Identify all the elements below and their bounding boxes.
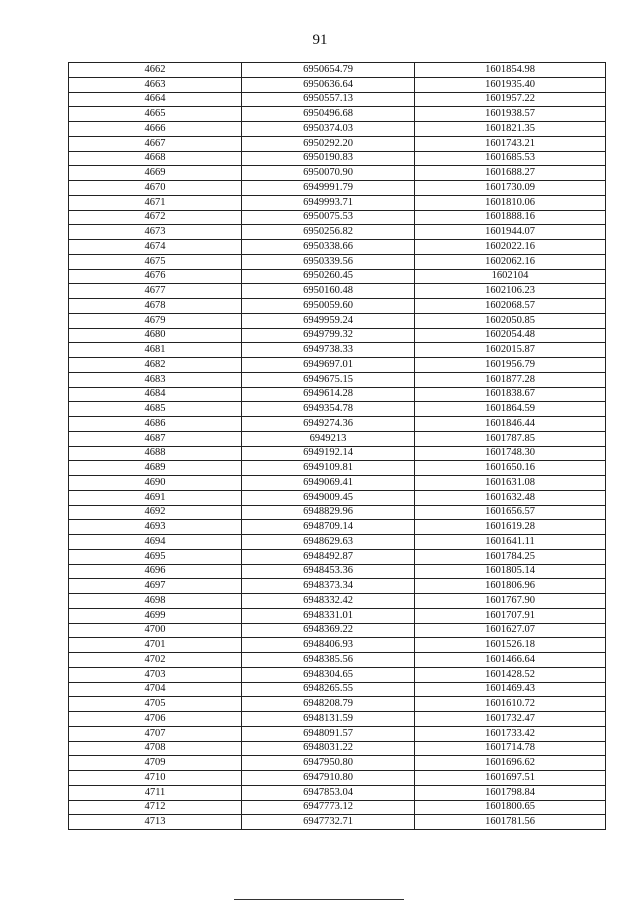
point-number-cell: 4662	[69, 63, 242, 78]
point-number-cell: 4683	[69, 372, 242, 387]
table-row	[69, 520, 606, 535]
point-number-cell: 4697	[69, 579, 242, 594]
table-row	[69, 77, 606, 92]
table-row	[69, 697, 606, 712]
point-number-cell: 4693	[69, 520, 242, 535]
x-coordinate-cell: 6949274.36	[242, 417, 415, 432]
x-coordinate-cell: 6949109.81	[242, 461, 415, 476]
point-number-cell: 4663	[69, 77, 242, 92]
coordinates-table	[68, 62, 606, 830]
table-row	[69, 741, 606, 756]
table-row	[69, 343, 606, 358]
x-coordinate-cell: 6948091.57	[242, 726, 415, 741]
table-row	[69, 490, 606, 505]
table-row	[69, 107, 606, 122]
table-row	[69, 387, 606, 402]
point-number-cell: 4687	[69, 431, 242, 446]
table-row	[69, 313, 606, 328]
table-row	[69, 535, 606, 550]
point-number-cell: 4705	[69, 697, 242, 712]
y-coordinate-cell: 1601428.52	[415, 667, 606, 682]
page-number: 91	[312, 32, 328, 48]
y-coordinate-cell: 1601610.72	[415, 697, 606, 712]
table-row	[69, 151, 606, 166]
x-coordinate-cell: 6950059.60	[242, 299, 415, 314]
y-coordinate-cell: 1602104	[415, 269, 606, 284]
x-coordinate-cell: 6950190.83	[242, 151, 415, 166]
table-row	[69, 623, 606, 638]
y-coordinate-cell: 1601730.09	[415, 181, 606, 196]
y-coordinate-cell: 1601685.53	[415, 151, 606, 166]
point-number-cell: 4688	[69, 446, 242, 461]
y-coordinate-cell: 1601767.90	[415, 594, 606, 609]
y-coordinate-cell: 1601781.56	[415, 815, 606, 830]
point-number-cell: 4699	[69, 608, 242, 623]
table-row	[69, 579, 606, 594]
x-coordinate-cell: 6950496.68	[242, 107, 415, 122]
point-number-cell: 4712	[69, 800, 242, 815]
y-coordinate-cell: 1601956.79	[415, 358, 606, 373]
y-coordinate-cell: 1602068.57	[415, 299, 606, 314]
table-row	[69, 608, 606, 623]
point-number-cell: 4670	[69, 181, 242, 196]
table-row	[69, 446, 606, 461]
table-row	[69, 372, 606, 387]
x-coordinate-cell: 6949959.24	[242, 313, 415, 328]
point-number-cell: 4694	[69, 535, 242, 550]
x-coordinate-cell: 6950654.79	[242, 63, 415, 78]
x-coordinate-cell: 6948265.55	[242, 682, 415, 697]
x-coordinate-cell: 6949614.28	[242, 387, 415, 402]
x-coordinate-cell: 6949675.15	[242, 372, 415, 387]
table-row	[69, 431, 606, 446]
y-coordinate-cell: 1601806.96	[415, 579, 606, 594]
point-number-cell: 4673	[69, 225, 242, 240]
point-number-cell: 4710	[69, 771, 242, 786]
table-row	[69, 299, 606, 314]
y-coordinate-cell: 1601944.07	[415, 225, 606, 240]
x-coordinate-cell: 6948373.34	[242, 579, 415, 594]
table-row	[69, 92, 606, 107]
y-coordinate-cell: 1601798.84	[415, 785, 606, 800]
x-coordinate-cell: 6950339.56	[242, 254, 415, 269]
point-number-cell: 4706	[69, 712, 242, 727]
table-row	[69, 756, 606, 771]
y-coordinate-cell: 1601526.18	[415, 638, 606, 653]
point-number-cell: 4700	[69, 623, 242, 638]
table-row	[69, 269, 606, 284]
table-row	[69, 461, 606, 476]
y-coordinate-cell: 1601805.14	[415, 564, 606, 579]
x-coordinate-cell: 6948131.59	[242, 712, 415, 727]
point-number-cell: 4689	[69, 461, 242, 476]
y-coordinate-cell: 1601631.08	[415, 476, 606, 491]
table-row	[69, 63, 606, 78]
x-coordinate-cell: 6950292.20	[242, 136, 415, 151]
point-number-cell: 4708	[69, 741, 242, 756]
table-row	[69, 181, 606, 196]
y-coordinate-cell: 1601784.25	[415, 549, 606, 564]
point-number-cell: 4709	[69, 756, 242, 771]
point-number-cell: 4686	[69, 417, 242, 432]
x-coordinate-cell: 6950374.03	[242, 122, 415, 137]
x-coordinate-cell: 6950557.13	[242, 92, 415, 107]
x-coordinate-cell: 6948385.56	[242, 653, 415, 668]
x-coordinate-cell: 6950160.48	[242, 284, 415, 299]
coordinates-table-body	[69, 63, 606, 830]
y-coordinate-cell: 1601864.59	[415, 402, 606, 417]
y-coordinate-cell: 1602054.48	[415, 328, 606, 343]
point-number-cell: 4682	[69, 358, 242, 373]
table-row	[69, 564, 606, 579]
y-coordinate-cell: 1601888.16	[415, 210, 606, 225]
y-coordinate-cell: 1601714.78	[415, 741, 606, 756]
y-coordinate-cell: 1601469.43	[415, 682, 606, 697]
y-coordinate-cell: 1601877.28	[415, 372, 606, 387]
x-coordinate-cell: 6950070.90	[242, 166, 415, 181]
y-coordinate-cell: 1601787.85	[415, 431, 606, 446]
x-coordinate-cell: 6948369.22	[242, 623, 415, 638]
point-number-cell: 4678	[69, 299, 242, 314]
table-row	[69, 726, 606, 741]
table-row	[69, 712, 606, 727]
x-coordinate-cell: 6948453.36	[242, 564, 415, 579]
point-number-cell: 4676	[69, 269, 242, 284]
y-coordinate-cell: 1601696.62	[415, 756, 606, 771]
x-coordinate-cell: 6948492.87	[242, 549, 415, 564]
x-coordinate-cell: 6948031.22	[242, 741, 415, 756]
point-number-cell: 4677	[69, 284, 242, 299]
x-coordinate-cell: 6950338.66	[242, 240, 415, 255]
x-coordinate-cell: 6948709.14	[242, 520, 415, 535]
table-row	[69, 594, 606, 609]
x-coordinate-cell: 6949697.01	[242, 358, 415, 373]
x-coordinate-cell: 6948332.42	[242, 594, 415, 609]
footer-rule	[234, 899, 404, 900]
point-number-cell: 4707	[69, 726, 242, 741]
table-row	[69, 210, 606, 225]
point-number-cell: 4701	[69, 638, 242, 653]
point-number-cell: 4666	[69, 122, 242, 137]
y-coordinate-cell: 1602015.87	[415, 343, 606, 358]
point-number-cell: 4704	[69, 682, 242, 697]
table-row	[69, 476, 606, 491]
point-number-cell: 4672	[69, 210, 242, 225]
y-coordinate-cell: 1601707.91	[415, 608, 606, 623]
y-coordinate-cell: 1601732.47	[415, 712, 606, 727]
table-row	[69, 402, 606, 417]
table-row	[69, 195, 606, 210]
point-number-cell: 4664	[69, 92, 242, 107]
y-coordinate-cell: 1602050.85	[415, 313, 606, 328]
x-coordinate-cell: 6949213	[242, 431, 415, 446]
point-number-cell: 4667	[69, 136, 242, 151]
table-row	[69, 136, 606, 151]
point-number-cell: 4696	[69, 564, 242, 579]
point-number-cell: 4692	[69, 505, 242, 520]
y-coordinate-cell: 1601688.27	[415, 166, 606, 181]
table-row	[69, 254, 606, 269]
y-coordinate-cell: 1601935.40	[415, 77, 606, 92]
point-number-cell: 4679	[69, 313, 242, 328]
x-coordinate-cell: 6950260.45	[242, 269, 415, 284]
x-coordinate-cell: 6949069.41	[242, 476, 415, 491]
x-coordinate-cell: 6948829.96	[242, 505, 415, 520]
y-coordinate-cell: 1601810.06	[415, 195, 606, 210]
point-number-cell: 4691	[69, 490, 242, 505]
x-coordinate-cell: 6949993.71	[242, 195, 415, 210]
y-coordinate-cell: 1601854.98	[415, 63, 606, 78]
y-coordinate-cell: 1601743.21	[415, 136, 606, 151]
table-row	[69, 122, 606, 137]
point-number-cell: 4671	[69, 195, 242, 210]
y-coordinate-cell: 1601466.64	[415, 653, 606, 668]
x-coordinate-cell: 6950256.82	[242, 225, 415, 240]
point-number-cell: 4680	[69, 328, 242, 343]
table-row	[69, 417, 606, 432]
y-coordinate-cell: 1601733.42	[415, 726, 606, 741]
x-coordinate-cell: 6950075.53	[242, 210, 415, 225]
y-coordinate-cell: 1601650.16	[415, 461, 606, 476]
y-coordinate-cell: 1601800.65	[415, 800, 606, 815]
point-number-cell: 4665	[69, 107, 242, 122]
point-number-cell: 4698	[69, 594, 242, 609]
x-coordinate-cell: 6949738.33	[242, 343, 415, 358]
table-row	[69, 328, 606, 343]
point-number-cell: 4669	[69, 166, 242, 181]
x-coordinate-cell: 6949192.14	[242, 446, 415, 461]
table-row	[69, 667, 606, 682]
x-coordinate-cell: 6948208.79	[242, 697, 415, 712]
x-coordinate-cell: 6947773.12	[242, 800, 415, 815]
point-number-cell: 4685	[69, 402, 242, 417]
y-coordinate-cell: 1601838.67	[415, 387, 606, 402]
point-number-cell: 4684	[69, 387, 242, 402]
point-number-cell: 4674	[69, 240, 242, 255]
x-coordinate-cell: 6948331.01	[242, 608, 415, 623]
x-coordinate-cell: 6949991.79	[242, 181, 415, 196]
x-coordinate-cell: 6947732.71	[242, 815, 415, 830]
point-number-cell: 4690	[69, 476, 242, 491]
point-number-cell: 4711	[69, 785, 242, 800]
table-row	[69, 284, 606, 299]
y-coordinate-cell: 1601656.57	[415, 505, 606, 520]
y-coordinate-cell: 1601641.11	[415, 535, 606, 550]
x-coordinate-cell: 6947910.80	[242, 771, 415, 786]
point-number-cell: 4703	[69, 667, 242, 682]
y-coordinate-cell: 1601627.07	[415, 623, 606, 638]
y-coordinate-cell: 1602062.16	[415, 254, 606, 269]
point-number-cell: 4713	[69, 815, 242, 830]
x-coordinate-cell: 6947853.04	[242, 785, 415, 800]
table-row	[69, 505, 606, 520]
table-row	[69, 638, 606, 653]
table-row	[69, 800, 606, 815]
point-number-cell: 4668	[69, 151, 242, 166]
x-coordinate-cell: 6949354.78	[242, 402, 415, 417]
y-coordinate-cell: 1601938.57	[415, 107, 606, 122]
y-coordinate-cell: 1601957.22	[415, 92, 606, 107]
point-number-cell: 4695	[69, 549, 242, 564]
table-row	[69, 166, 606, 181]
table-row	[69, 549, 606, 564]
x-coordinate-cell: 6948304.65	[242, 667, 415, 682]
y-coordinate-cell: 1601619.28	[415, 520, 606, 535]
table-row	[69, 358, 606, 373]
y-coordinate-cell: 1601632.48	[415, 490, 606, 505]
table-row	[69, 771, 606, 786]
table-row	[69, 240, 606, 255]
x-coordinate-cell: 6950636.64	[242, 77, 415, 92]
y-coordinate-cell: 1601846.44	[415, 417, 606, 432]
x-coordinate-cell: 6949799.32	[242, 328, 415, 343]
x-coordinate-cell: 6949009.45	[242, 490, 415, 505]
point-number-cell: 4675	[69, 254, 242, 269]
point-number-cell: 4681	[69, 343, 242, 358]
y-coordinate-cell: 1601697.51	[415, 771, 606, 786]
y-coordinate-cell: 1601748.30	[415, 446, 606, 461]
table-row	[69, 815, 606, 830]
table-row	[69, 225, 606, 240]
y-coordinate-cell: 1602106.23	[415, 284, 606, 299]
y-coordinate-cell: 1601821.35	[415, 122, 606, 137]
table-row	[69, 682, 606, 697]
point-number-cell: 4702	[69, 653, 242, 668]
x-coordinate-cell: 6948406.93	[242, 638, 415, 653]
table-row	[69, 653, 606, 668]
x-coordinate-cell: 6948629.63	[242, 535, 415, 550]
x-coordinate-cell: 6947950.80	[242, 756, 415, 771]
table-row	[69, 785, 606, 800]
y-coordinate-cell: 1602022.16	[415, 240, 606, 255]
